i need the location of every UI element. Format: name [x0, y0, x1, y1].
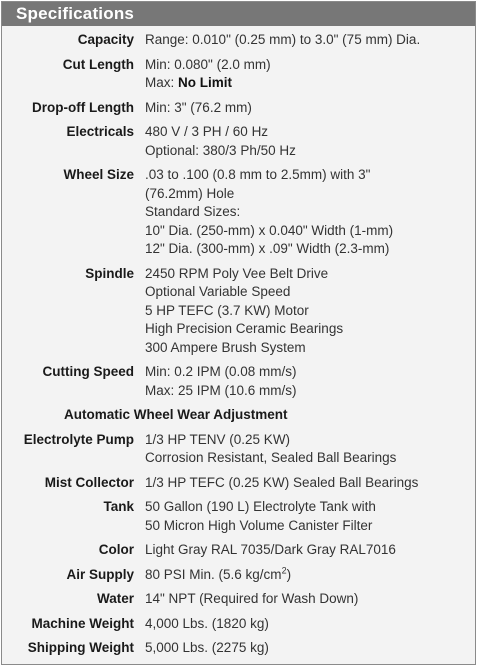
spec-value: 1/3 HP TENV (0.25 KW) [145, 431, 291, 447]
spec-row-electricals [2, 123, 475, 160]
spec-value: Corrosion Resistant, Sealed Ball Bearings [145, 450, 397, 465]
spec-row-cutting-speed [2, 363, 475, 400]
spec-row-shipping-weight [2, 639, 475, 658]
specifications-panel [1, 1, 476, 665]
air-supply-suffix: ) [286, 566, 292, 582]
spec-label: Tank [103, 499, 134, 514]
spec-values [145, 123, 475, 160]
spec-label: Electricals [66, 124, 134, 139]
spec-row-wheel-size [2, 166, 475, 259]
spec-value: 50 Gallon (190 L) Electrolyte Tank with [145, 499, 376, 514]
spec-value: (76.2mm) Hole [145, 185, 235, 201]
spec-value: High Precision Ceramic Bearings [145, 321, 344, 336]
spec-value: Min: 0.2 IPM (0.08 mm/s) [145, 364, 297, 379]
spec-value: Min: 0.080" (2.0 mm) [145, 56, 271, 72]
spec-value: 480 V / 3 PH / 60 Hz [145, 124, 269, 139]
spec-label: Cut Length [62, 56, 134, 72]
max-prefix: Max: [145, 75, 179, 90]
spec-value: 1/3 HP TEFC (0.25 KW) Sealed Ball Bearings [145, 474, 419, 490]
spec-value: Light Gray RAL 7035/Dark Gray RAL7016 [145, 542, 396, 557]
superscript-two: 2 [281, 565, 287, 575]
spec-value: 50 Micron High Volume Canister Filter [145, 517, 373, 533]
spec-value: 2450 RPM Poly Vee Belt Drive [145, 265, 329, 281]
spec-values [145, 363, 475, 400]
spec-value: 4,000 Lbs. (1820 kg) [145, 615, 269, 631]
spec-row-water [2, 590, 475, 609]
spec-values [145, 265, 475, 358]
max-value: No Limit [178, 75, 233, 90]
spec-row-mist-collector [2, 474, 475, 493]
spec-label: Water [96, 591, 134, 606]
spec-value: 5,000 Lbs. (2275 kg) [145, 640, 269, 655]
spec-label: Color [98, 542, 134, 557]
spec-values [145, 474, 475, 493]
spec-row-color [2, 541, 475, 560]
spec-value: .03 to .100 (0.8 mm to 2.5mm) with 3" [145, 167, 371, 182]
spec-label: Electrolyte Pump [23, 431, 134, 447]
spec-row-air-supply [2, 566, 475, 585]
spec-label: Cutting Speed [42, 364, 134, 379]
spec-value: 300 Ampere Brush System [145, 339, 306, 355]
spec-row-tank [2, 498, 475, 535]
spec-value: 14" NPT (Required for Wash Down) [145, 591, 359, 606]
spec-value [145, 566, 475, 585]
spec-value: Standard Sizes: [145, 204, 241, 219]
spec-value: 5 HP TEFC (3.7 KW) Motor [145, 302, 309, 318]
spec-row-cut-length [2, 56, 475, 93]
spec-row-electrolyte-pump [2, 431, 475, 468]
spec-values [145, 541, 475, 560]
spec-row-automatic-wheel-wear: Automatic Wheel Wear Adjustment [64, 407, 288, 422]
spec-label: Mist Collector [44, 474, 134, 490]
spec-values [145, 498, 475, 535]
air-supply-value: 80 PSI Min. (5.6 kg/cm [145, 566, 282, 582]
spec-values [145, 56, 475, 93]
spec-value: Min: 3" (76.2 mm) [145, 99, 252, 115]
spec-values [145, 431, 475, 468]
spec-values [145, 566, 475, 585]
spec-values [145, 615, 475, 634]
spec-label: Machine Weight [31, 615, 134, 631]
spec-label: Shipping Weight [27, 640, 134, 655]
spec-values [145, 590, 475, 609]
spec-value: Optional Variable Speed [145, 284, 291, 299]
spec-row-capacity [2, 31, 475, 50]
spec-label: Air Supply [66, 566, 134, 582]
spec-value: Range: 0.010" (0.25 mm) to 3.0" (75 mm) Dia. [145, 32, 421, 47]
spec-label: Drop-off Length [32, 99, 134, 115]
spec-row-spindle [2, 265, 475, 358]
spec-value-max [145, 74, 475, 93]
spec-value: 10" Dia. (250-mm) x 0.040" Width (1-mm) [145, 222, 394, 238]
spec-values [145, 639, 475, 658]
spec-value: Optional: 380/3 Ph/50 Hz [145, 142, 296, 158]
spec-value: Max: 25 IPM (10.6 mm/s) [145, 382, 297, 398]
panel-title: Specifications [2, 2, 475, 26]
spec-list [2, 26, 475, 658]
spec-values [145, 99, 475, 118]
spec-label: Wheel Size [63, 167, 134, 182]
spec-row-machine-weight [2, 615, 475, 634]
spec-values [145, 166, 475, 259]
spec-label: Capacity [77, 32, 134, 47]
spec-row-drop-off-length [2, 99, 475, 118]
spec-values [145, 31, 475, 50]
spec-label: Spindle [85, 265, 134, 281]
spec-value: 12" Dia. (300-mm) x .09" Width (2.3-mm) [145, 241, 390, 256]
